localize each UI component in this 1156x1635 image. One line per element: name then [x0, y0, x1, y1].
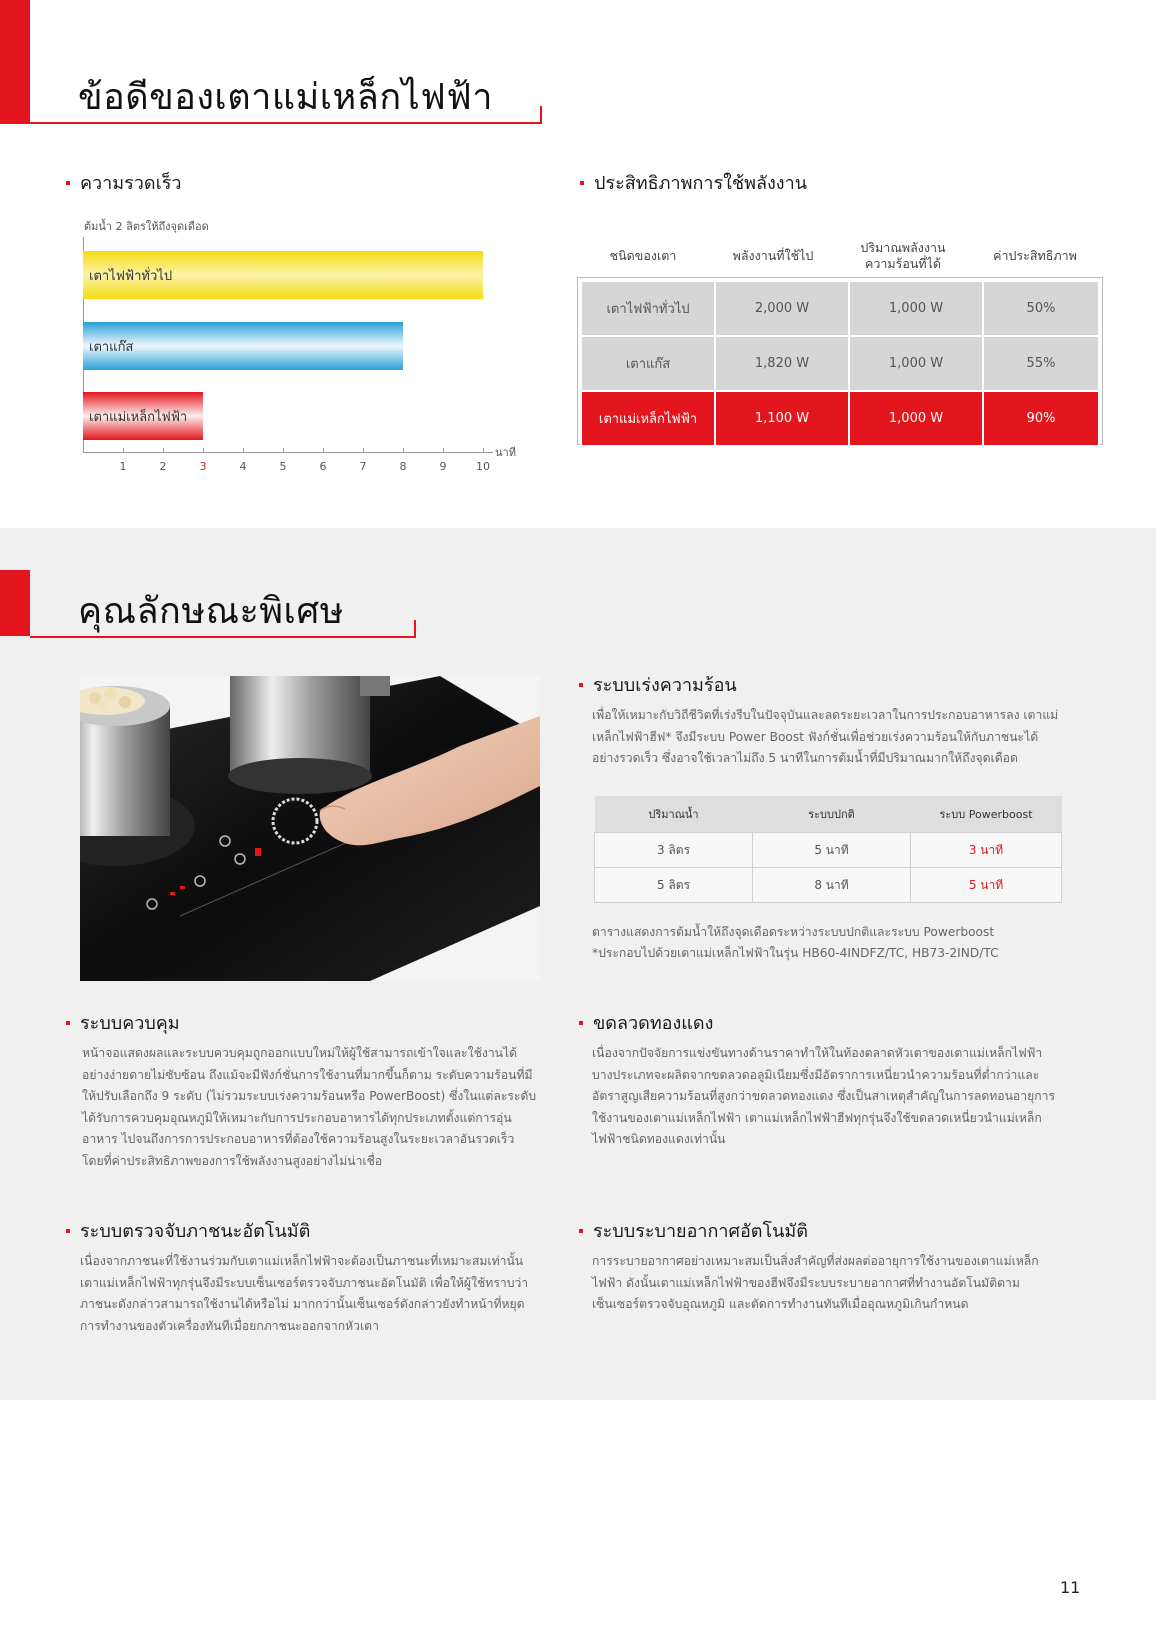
- control-heading-label: ระบบควบคุม: [80, 1013, 180, 1034]
- col-header-input: พลังงานที่ใช้ไป: [732, 248, 814, 263]
- x-axis-unit: นาที: [495, 446, 516, 459]
- efficiency-header-row: [578, 236, 1102, 276]
- x-tick-label: 1: [119, 460, 127, 473]
- coil-description: เนื่องจากปัจจัยการแข่งขันทางด้านราคาทำให้ในท้องตลาดหัวเตาของเตาแม่เหล็กไฟฟ้าบางประเภทจะผลิตจากขดลวดอลูมิเนียมซึ่งมีอัตราการเหนี่ยวนำความร้อนที่ต่ำกว่าและอัตราสูญเสียความร้อนที่สูงกว่าขดลวดทองแดง ซึ่งเป็นสาเหตุสำคัญในการลดทอนอายุการใช้งานของเตาแม่เหล็กไฟฟ้า เตาแม่เหล็กไฟฟ้าฮีฟทุกรุ่นจึงใช้ขดลวดเหนี่ยวนำแม่เหล็กไฟฟ้าชนิดทองแดงเท่านั้น: [592, 1046, 1055, 1146]
- x-tick-label: 7: [359, 460, 367, 473]
- efficiency-heading-label: ประสิทธิภาพการใช้พลังงาน: [594, 173, 808, 194]
- table-cell: เตาแก๊ส: [581, 336, 715, 391]
- table-cell: 5 นาที: [753, 833, 911, 868]
- vent-heading-label: ระบบระบายอากาศอัตโนมัติ: [593, 1221, 808, 1242]
- chart-bar: เตาไฟฟ้าทั่วไป: [83, 251, 483, 299]
- red-accent-bar: [0, 570, 30, 636]
- x-tick-label: 10: [476, 460, 490, 473]
- table-cell: 3 นาที: [911, 833, 1062, 868]
- table-cell: 3 ลิตร: [595, 833, 753, 868]
- bullet-icon: [579, 1021, 583, 1025]
- speed-heading-label: ความรวดเร็ว: [80, 173, 182, 194]
- efficiency-table: [580, 280, 1100, 447]
- table-cell: 5 ลิตร: [595, 868, 753, 903]
- boost-heading-label: ระบบเร่งความร้อน: [593, 675, 737, 696]
- col-header-efficiency: ค่าประสิทธิภาพ: [993, 248, 1077, 263]
- table-cell: 1,100 W: [715, 391, 849, 446]
- control-heading: [66, 1008, 180, 1037]
- control-description: หน้าจอแสดงผลและระบบควบคุมถูกออกแบบใหม่ให้ผู้ใช้สามารถเข้าใจและใช้งานได้อย่างง่ายดายไม่ซับซ้อน ถึงแม้จะมีฟังก์ชั่นการใช้งานที่มากขึ้นก็ตาม ระดับความร้อนที่มีให้ปรับเลือกถึง 9 ระดับ (ไม่รวมระบบเร่งความร้อนหรือ PowerBoost) ซึ่งในแต่ละระดับได้รับการควบคุมอุณหภูมิให้เหมาะกับการประกอบอาหารได้ทุกประเภทตั้งแต่การอุ่นอาหาร ไปจนถึงการการประกอบอาหารที่ต้องใช้ความร้อนสูงในระยะเวลาอันรวดเร็ว โดยที่ค่าประสิทธิภาพของการใช้พลังงานสูงอย่างไม่น่าเชื่อ: [82, 1046, 537, 1168]
- table-cell: 55%: [983, 336, 1099, 391]
- col-header: ปริมาณน้ำ: [595, 796, 753, 833]
- tick-mark: [203, 448, 204, 452]
- coil-heading-label: ขดลวดทองแดง: [593, 1013, 714, 1034]
- vent-heading: [579, 1216, 808, 1245]
- x-axis-line: [83, 452, 493, 453]
- boost-note: ตารางแสดงการต้มน้ำให้ถึงจุดเดือดระหว่างระบบปกติและระบบ Powerboost: [592, 925, 995, 939]
- x-tick-label: 8: [399, 460, 407, 473]
- x-tick-label: 6: [319, 460, 327, 473]
- table-row: [595, 833, 1062, 868]
- bullet-icon: [580, 181, 584, 185]
- table-cell: 90%: [983, 391, 1099, 446]
- chart-caption: ต้มน้ำ 2 ลิตรให้ถึงจุดเดือด: [84, 220, 209, 233]
- table-row: [581, 281, 1099, 336]
- boost-heading: [579, 670, 737, 699]
- tick-mark: [483, 448, 484, 452]
- tick-mark: [363, 448, 364, 452]
- table-cell: เตาไฟฟ้าทั่วไป: [581, 281, 715, 336]
- table-cell: 1,000 W: [849, 281, 983, 336]
- table-cell: 1,000 W: [849, 391, 983, 446]
- bullet-icon: [579, 683, 583, 687]
- detect-heading-label: ระบบตรวจจับภาชนะอัตโนมัติ: [80, 1221, 311, 1242]
- cooktop-illustration: [80, 676, 540, 981]
- tick-mark: [403, 448, 404, 452]
- detect-heading: [66, 1216, 310, 1245]
- coil-heading: [579, 1008, 713, 1037]
- page-title: ข้อดีของเตาแม่เหล็กไฟฟ้า: [78, 77, 493, 118]
- induction-cooktop-photo: [80, 676, 540, 981]
- col-header: ระบบ Powerboost: [911, 796, 1062, 833]
- col-header: ระบบปกติ: [753, 796, 911, 833]
- table-header-row: [595, 796, 1062, 833]
- x-tick-label: 4: [239, 460, 247, 473]
- tick-mark: [443, 448, 444, 452]
- table-row: [581, 336, 1099, 391]
- x-tick-label: 9: [439, 460, 447, 473]
- efficiency-table-frame: [577, 277, 1103, 445]
- boost-description: เพื่อให้เหมาะกับวิถีชีวิตที่เร่งรีบในปัจจุบันและลดระยะเวลาในการประกอบอาหารลง เตาแม่เหล็กไฟฟ้าฮีฟ* จึงมีระบบ Power Boost ฟังก์ชั่นเพื่อช่วยเร่งความร้อนให้กับภาชนะได้อย่างรวดเร็ว ซึ่งอาจใช้เวลาไม่ถึง 5 นาทีในการต้มน้ำที่มีปริมาณมากให้ถึงจุดเดือด: [592, 708, 1059, 765]
- table-cell: 1,000 W: [849, 336, 983, 391]
- col-header-output: ปริมาณพลังงาน ความร้อนที่ได้: [860, 240, 946, 271]
- page-number: 11: [1060, 1578, 1081, 1597]
- table-cell: 5 นาที: [911, 868, 1062, 903]
- table-cell: 1,820 W: [715, 336, 849, 391]
- x-tick-label: 3: [199, 460, 207, 473]
- boost-model-note: *ประกอบไปด้วยเตาแม่เหล็กไฟฟ้าในรุ่น HB60-4INDFZ/TC, HB73-2IND/TC: [592, 946, 999, 960]
- tick-mark: [123, 448, 124, 452]
- tick-mark: [283, 448, 284, 452]
- chart-bar: เตาแม่เหล็กไฟฟ้า: [83, 392, 203, 440]
- tick-mark: [163, 448, 164, 452]
- bullet-icon: [66, 1021, 70, 1025]
- chart-bar: เตาแก๊ส: [83, 322, 403, 370]
- table-row-highlight: [581, 391, 1099, 446]
- col-header-type: ชนิดของเตา: [609, 248, 677, 263]
- efficiency-heading: [580, 168, 807, 197]
- table-cell: 50%: [983, 281, 1099, 336]
- x-tick-label: 5: [279, 460, 287, 473]
- table-cell: 2,000 W: [715, 281, 849, 336]
- bullet-icon: [579, 1229, 583, 1233]
- section-title: คุณลักษณะพิเศษ: [78, 591, 344, 632]
- vent-description: การระบายอากาศอย่างเหมาะสมเป็นสิ่งสำคัญที่ส่งผลต่ออายุการใช้งานของเตาแม่เหล็กไฟฟ้า ดังนั้นเตาแม่เหล็กไฟฟ้าของฮีฟจึงมีระบบระบายอากาศที่ทำงานอัตโนมัติตามเซ็นเซอร์ตรวจจับอุณหภูมิ และตัดการทำงานทันทีเมื่ออุณหภูมิเกินกำหนด: [592, 1254, 1039, 1311]
- detect-description: เนื่องจากภาชนะที่ใช้งานร่วมกับเตาแม่เหล็กไฟฟ้าจะต้องเป็นภาชนะที่เหมาะสมเท่านั้น เตาแม่เหล็กไฟฟ้าทุกรุ่นจึงมีระบบเซ็นเซอร์ตรวจจับภาชนะอัตโนมัติ เพื่อให้ผู้ใช้ทราบว่าภาชนะดังกล่าวสามารถใช้งานได้หรือไม่ มากกว่านั้นเซ็นเซอร์ดังกล่าวยังทำหน้าที่หยุดการทำงานของตัวเครื่องทันทีเมื่อยกภาชนะออกจากหัวเตา: [80, 1254, 529, 1333]
- boost-table: [594, 796, 1062, 903]
- table-row: [595, 868, 1062, 903]
- x-tick-label: 2: [159, 460, 167, 473]
- tick-mark: [243, 448, 244, 452]
- speed-chart: [0, 0, 560, 490]
- tick-mark: [323, 448, 324, 452]
- table-cell: 8 นาที: [753, 868, 911, 903]
- table-cell: เตาแม่เหล็กไฟฟ้า: [581, 391, 715, 446]
- bullet-icon: [66, 1229, 70, 1233]
